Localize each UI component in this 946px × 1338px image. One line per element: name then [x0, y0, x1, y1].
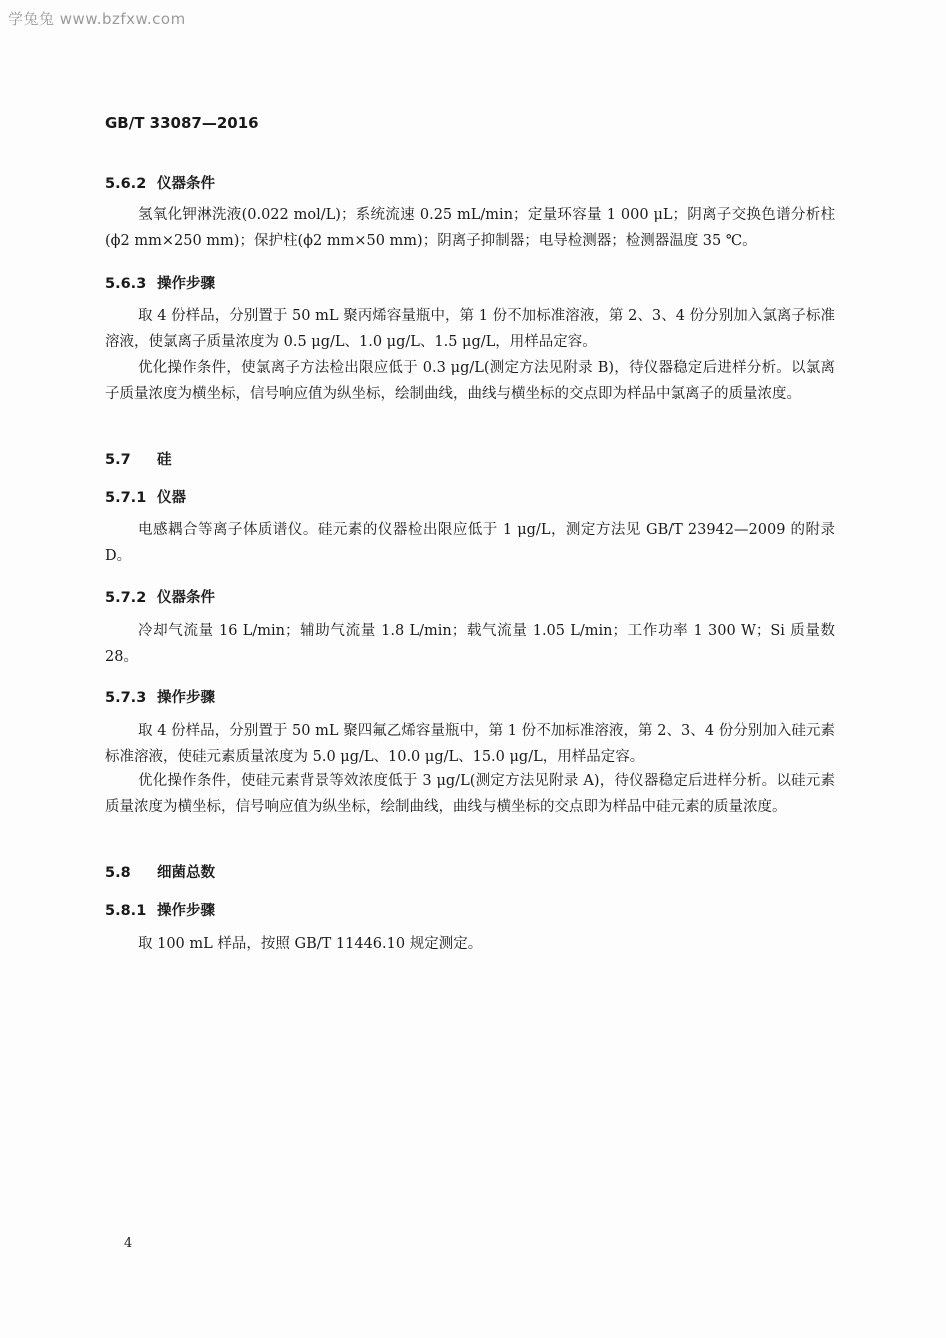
- page-number: 4: [124, 1236, 133, 1251]
- section-number: 5.8: [105, 865, 131, 881]
- paragraph-5-7-3-a: 取 4 份样品，分别置于 50 mL 聚四氟乙烯容量瓶中，第 1 份不加标准溶液，第 2、3、4 份分别加入硅元素标准溶液，使硅元素质量浓度为 5.0 μg/L、10.0 μg/L、15.0 μg/L，用样品定容。: [105, 723, 835, 765]
- section-title: 仪器: [157, 490, 186, 506]
- standard-code: GB/T 33087—2016: [105, 114, 259, 132]
- section-number: 5.6.2: [105, 176, 147, 192]
- section-number: 5.8.1: [105, 903, 147, 919]
- section-heading-5-6-2: [105, 172, 215, 193]
- section-title: 操作步骤: [157, 690, 215, 706]
- section-heading-5-8: [105, 861, 215, 882]
- section-title: 操作步骤: [157, 276, 215, 292]
- watermark: 学兔兔 www.bzfxw.com: [8, 10, 186, 28]
- section-title: 硅: [157, 452, 172, 468]
- section-title: 仪器条件: [157, 176, 215, 192]
- paragraph-5-6-3-b: 优化操作条件，使氯离子方法检出限应低于 0.3 μg/L(测定方法见附录 B)，待仪器稳定后进样分析。以氯离子质量浓度为横坐标，信号响应值为纵坐标，绘制曲线，曲线与横坐标的交点即为样品中氯离子的质量浓度。: [105, 360, 835, 402]
- section-number: 5.7: [105, 452, 131, 468]
- paragraph-5-7-3-b: 优化操作条件，使硅元素背景等效浓度低于 3 μg/L(测定方法见附录 A)，待仪器稳定后进样分析。以硅元素质量浓度为横坐标，信号响应值为纵坐标，绘制曲线，曲线与横坐标的交点即为样品中硅元素的质量浓度。: [105, 773, 835, 815]
- section-number: 5.7.1: [105, 490, 147, 506]
- paragraph-5-6-3-a: 取 4 份样品，分别置于 50 mL 聚丙烯容量瓶中，第 1 份不加标准溶液，第 2、3、4 份分别加入氯离子标准溶液，使氯离子质量浓度为 0.5 μg/L、1.0 μg/L、1.5 μg/L，用样品定容。: [105, 308, 835, 350]
- section-title: 细菌总数: [157, 865, 215, 881]
- section-heading-5-6-3: [105, 272, 215, 293]
- paragraph-5-7-2: 冷却气流量 16 L/min；辅助气流量 1.8 L/min；载气流量 1.05 L/min；工作功率 1 300 W；Si 质量数 28。: [105, 623, 835, 665]
- section-heading-5-8-1: [105, 899, 215, 920]
- section-title: 操作步骤: [157, 903, 215, 919]
- section-number: 5.7.2: [105, 590, 147, 606]
- section-heading-5-7-1: [105, 486, 186, 507]
- section-heading-5-7-3: [105, 686, 215, 707]
- paragraph-5-7-1: 电感耦合等离子体质谱仪。硅元素的仪器检出限应低于 1 μg/L，测定方法见 GB/T 23942—2009 的附录 D。: [105, 522, 835, 564]
- paragraph-5-6-2: 氢氧化钾淋洗液(0.022 mol/L)；系统流速 0.25 mL/min；定量环容量 1 000 μL；阴离子交换色谱分析柱(ϕ2 mm×250 mm)；保护柱(ϕ2 mm×50 mm)；阴离子抑制器；电导检测器；检测器温度 35 ℃。: [105, 207, 835, 249]
- section-number: 5.6.3: [105, 276, 147, 292]
- section-heading-5-7-2: [105, 586, 215, 607]
- paragraph-5-8-1: 取 100 mL 样品，按照 GB/T 11446.10 规定测定。: [138, 936, 483, 952]
- section-number: 5.7.3: [105, 690, 147, 706]
- section-heading-5-7: [105, 448, 172, 469]
- section-title: 仪器条件: [157, 590, 215, 606]
